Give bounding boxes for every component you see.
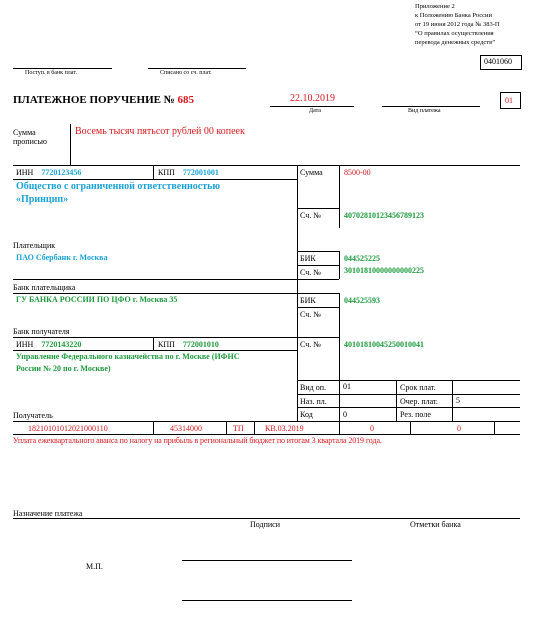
ops-divider-2 — [396, 380, 397, 421]
srok-label: Срок плат. — [400, 383, 436, 392]
tax-divider-5 — [410, 421, 411, 434]
payee-inn-kpp-divider — [153, 337, 154, 350]
amount-words-label-1: Сумма — [13, 128, 36, 137]
grid-top-line — [13, 165, 520, 166]
payee-bank-name: ГУ БАНКА РОССИИ ПО ЦФО г. Москва 35 — [16, 295, 178, 304]
payer-inn-kpp-line — [13, 179, 297, 180]
signature-line-1 — [182, 560, 352, 561]
tax-bottom-line — [13, 434, 520, 435]
appendix-line-1: Приложение 2 — [415, 3, 455, 10]
payment-number: 685 — [177, 94, 195, 106]
payee-account-label: Сч. № — [300, 340, 321, 349]
payee-inn-label: ИНН — [16, 340, 34, 349]
ops-divider-3 — [452, 380, 453, 421]
payee-bik-label: БИК — [300, 296, 316, 305]
tax-divider-3 — [254, 421, 255, 434]
vid-op-value: 01 — [343, 382, 351, 391]
payee-inn — [16, 340, 81, 349]
form-code: 0401060 — [484, 57, 512, 66]
payer-kpp — [158, 168, 219, 177]
signatures-label: Подписи — [250, 520, 281, 529]
payer-inn-value: 7720123456 — [41, 168, 82, 177]
sum-label: Сумма — [300, 168, 323, 177]
payer-bik-value: 044525225 — [344, 254, 380, 263]
payee-bank-bottom — [13, 337, 339, 338]
signature-line-2 — [182, 600, 352, 601]
tax-divider-2 — [226, 421, 227, 434]
purpose-label: Назначение платежа — [13, 509, 83, 518]
appendix-line-3: от 19 июня 2012 года № 383-П — [415, 21, 500, 28]
payer-bank-top-line — [297, 251, 339, 252]
payer-account-value: 40702810123456789123 — [344, 211, 424, 220]
payer-inn-label: ИНН — [16, 168, 34, 177]
tax-divider-1 — [153, 421, 154, 434]
appendix-line-2: к Положению Банка России — [415, 12, 492, 19]
payee-kpp-value: 772001010 — [182, 340, 219, 349]
payee-bik-line — [297, 307, 339, 308]
payer-bank-label: Банк плательщика — [13, 283, 76, 292]
date-label: Дата — [309, 108, 321, 114]
received-label: Поступ. в банк плат. — [25, 70, 77, 76]
ops-divider-1 — [339, 380, 340, 421]
payment-type-line — [382, 106, 480, 107]
date-line — [270, 106, 354, 107]
tax-divider-6 — [494, 421, 495, 434]
payer-inn-kpp-divider — [153, 165, 154, 179]
tax-top-line — [13, 421, 520, 422]
right-column-divider-3 — [339, 293, 340, 380]
payment-date: 22.10.2019 — [290, 93, 335, 104]
payer-name-line-2: «Принцип» — [16, 194, 69, 205]
right-column-divider-2 — [339, 251, 340, 279]
payer-corr-value: 30101810000000000225 — [344, 266, 424, 275]
page-title — [13, 94, 194, 106]
kod-value: 0 — [343, 410, 347, 419]
title-text: ПЛАТЕЖНОЕ ПОРУЧЕНИЕ № — [13, 94, 175, 106]
kod-label: Код — [300, 410, 313, 419]
received-line — [13, 68, 112, 69]
sum-account-line — [297, 208, 339, 209]
amount-words-value: Восемь тысяч пятьсот рублей 00 копеек — [75, 126, 245, 137]
debited-label: Списано со сч. плат. — [160, 70, 212, 76]
payer-section-bottom — [13, 279, 339, 280]
payee-kpp — [158, 340, 219, 349]
ops-line-3 — [297, 407, 520, 408]
payer-account-label: Сч. № — [300, 211, 321, 220]
rez-label: Рез. поле — [400, 410, 431, 419]
appendix-line-4: “О правилах осуществления — [415, 30, 494, 37]
payee-inn-kpp-line — [13, 350, 297, 351]
payee-bank-label: Банк получателя — [13, 327, 70, 336]
sum-value: 8500-00 — [344, 168, 371, 177]
payer-label: Плательщик — [13, 241, 56, 250]
tax-divider-4 — [339, 421, 340, 434]
vid-op-label: Вид оп. — [300, 383, 326, 392]
tax-doc-number: 0 — [370, 424, 374, 433]
payee-inn-value: 7720143220 — [41, 340, 82, 349]
payee-bik-value: 044525593 — [344, 296, 380, 305]
ocher-value: 5 — [456, 396, 460, 405]
stamp-label: М.П. — [86, 562, 103, 571]
payer-inn — [16, 168, 81, 177]
debited-line — [148, 68, 246, 69]
payee-name-line-1: Управление Федерального казначейства по г. Москве (ИФНС — [16, 352, 240, 361]
payee-account-value: 40101810045250010041 — [344, 340, 424, 349]
payment-type-label: Вид платежа — [408, 108, 441, 114]
purpose-text: Уплата ежеквартального авансa по налогу на прибыль в региональный бюджет по итогам 3 квартала 2019 года. — [13, 436, 382, 445]
payee-label: Получатель — [13, 411, 53, 420]
amount-words-label-2: прописью — [13, 137, 48, 146]
purpose-bottom-line — [13, 518, 520, 519]
bank-marks-label: Отметки банка — [410, 520, 461, 529]
status-code: 01 — [505, 96, 513, 105]
ops-line-2 — [297, 394, 520, 395]
right-column-divider — [339, 165, 340, 228]
payer-bik-label: БИК — [300, 254, 316, 263]
tax-kbk: 18210101012021000110 — [28, 424, 108, 433]
payee-kpp-label: КПП — [158, 340, 175, 349]
ocher-label: Очер. плат. — [400, 397, 438, 406]
tax-basis: ТП — [233, 424, 244, 433]
payer-corr-label: Сч. № — [300, 268, 321, 277]
ops-top-line — [297, 380, 520, 381]
tax-oktmo: 45314000 — [170, 424, 202, 433]
payee-name-line-2: России № 20 по г. Москве) — [16, 364, 111, 373]
payer-bik-line — [297, 265, 339, 266]
payee-corr-label: Сч. № — [300, 310, 321, 319]
payer-kpp-label: КПП — [158, 168, 175, 177]
naz-pl-label: Наз. пл. — [300, 397, 327, 406]
tax-doc-date: 0 — [457, 424, 461, 433]
tax-period: КВ.03.2019 — [265, 424, 304, 433]
payer-bank-name: ПАО Сбербанк г. Москва — [16, 253, 108, 262]
appendix-line-5: перевода денежных средств” — [415, 39, 496, 46]
payer-kpp-value: 772001001 — [182, 168, 219, 177]
payer-name-line-1: Общество с ограниченной ответственностью — [16, 181, 221, 192]
amount-words-divider — [70, 124, 71, 165]
payer-bank-bottom — [13, 293, 339, 294]
